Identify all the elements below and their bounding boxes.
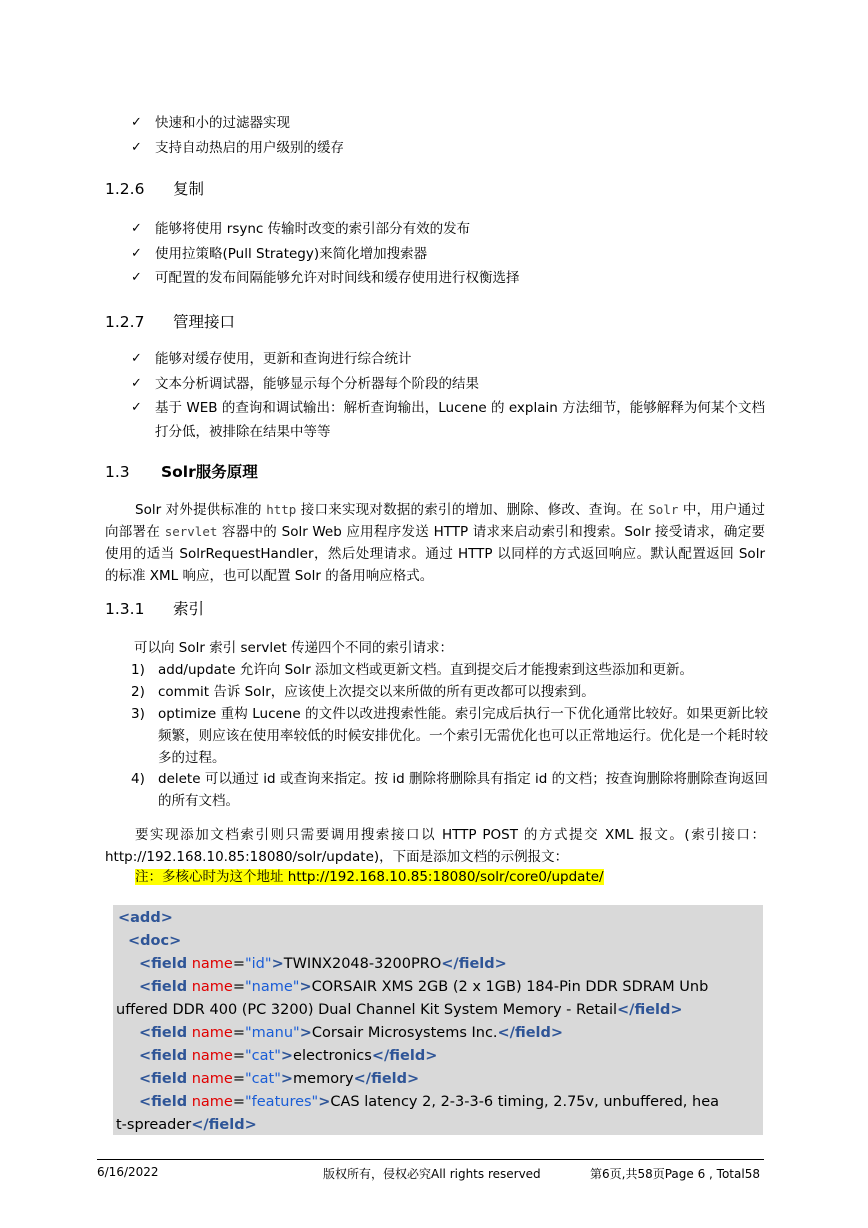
note-line bbox=[135, 866, 765, 888]
code-line: <doc> bbox=[128, 933, 182, 949]
section-number: 1.2.7 bbox=[105, 313, 145, 331]
footer-copyright: 版权所有，侵权必究All rights reserved bbox=[323, 1167, 541, 1181]
check-icon: ✓ bbox=[131, 221, 142, 236]
check-icon: ✓ bbox=[131, 351, 142, 366]
intro-text: 可以向 Solr 索引 servlet 传递四个不同的索引请求： bbox=[134, 640, 454, 656]
code-line: <field name="manu">Corsair Microsystems Inc.</field> bbox=[139, 1025, 564, 1041]
bullet-text: 支持自动热启的用户级别的缓存 bbox=[155, 140, 344, 156]
code-line: <field name="cat">memory</field> bbox=[139, 1071, 420, 1087]
code-line: <field name="cat">electronics</field> bbox=[139, 1048, 438, 1064]
footer-date: 6/16/2022 bbox=[97, 1165, 159, 1179]
bullet-text: 快速和小的过滤器实现 bbox=[155, 115, 290, 131]
footer-page-number: 第6页,共58页Page 6 , Total58 bbox=[590, 1167, 760, 1181]
item-number: 3) bbox=[131, 706, 145, 722]
section-title: 复制 bbox=[173, 180, 205, 198]
section-title: 索引 bbox=[173, 600, 205, 618]
code-line: <add> bbox=[118, 910, 173, 926]
bullet-text: 使用拉策略(Pull Strategy)来简化增加搜索器 bbox=[155, 246, 428, 262]
code-block bbox=[113, 905, 763, 1135]
section-number: 1.2.6 bbox=[105, 180, 145, 198]
check-icon: ✓ bbox=[131, 376, 142, 391]
check-icon: ✓ bbox=[131, 400, 142, 415]
bullet-text: 基于 WEB 的查询和调试输出：解析查询输出，Lucene 的 explain 方法细节，能够解释为何某个文档打分低，被排除在结果中等等 bbox=[155, 400, 765, 440]
item-text: optimize 重构 Lucene 的文件以改进搜索性能。索引完成后执行一下优化通常比较好。如果更新比较频繁，则应该在使用率较低的时候安排优化。一个索引无需优化也可以正常地运行。优化是一个耗时较多的过程。 bbox=[158, 706, 768, 766]
item-text: delete 可以通过 id 或查询来指定。按 id 删除将删除具有指定 id 的文档；按查询删除将删除查询返回的所有文档。 bbox=[158, 771, 768, 809]
body-paragraph: Solr 对外提供标准的 http 接口来实现对数据的索引的增加、删除、修改、查询。在 Solr 中，用户通过向部署在 servlet 容器中的 Solr Web 应用程序发送 HTTP 请求来启动索引和搜索。Solr 接受请求，确定要使用的适当 SolrRequestHandler，然后处理请求。通过 HTTP 以同样的方式返回响应。默认配置返回 Solr 的标准 XML 响应，也可以配置 Solr 的备用响应格式。 bbox=[105, 502, 765, 584]
check-icon: ✓ bbox=[131, 115, 142, 130]
item-number: 4) bbox=[131, 771, 145, 787]
code-line: <field name="name">CORSAIR XMS 2GB (2 x 1GB) 184-Pin DDR SDRAM Unb bbox=[139, 979, 709, 995]
body-paragraph: 要实现添加文档索引则只需要调用搜索接口以 HTTP POST 的方式提交 XML 报文。(索引接口：http://192.168.10.85:18080/solr/update)，下面是添加文档的示例报文： bbox=[105, 827, 765, 865]
section-number: 1.3 bbox=[105, 463, 130, 481]
page-footer bbox=[97, 1159, 764, 1190]
bullet-text: 能够对缓存使用，更新和查询进行综合统计 bbox=[155, 351, 412, 367]
item-number: 1) bbox=[131, 662, 145, 678]
section-title: Solr服务原理 bbox=[161, 463, 258, 481]
code-line: uffered DDR 400 (PC 3200) Dual Channel Kit System Memory - Retail</field> bbox=[116, 1002, 683, 1018]
code-line: t-spreader</field> bbox=[116, 1117, 257, 1133]
highlighted-note: 注：多核心时为这个地址 http://192.168.10.85:18080/solr/core0/update/ bbox=[135, 869, 604, 885]
check-icon: ✓ bbox=[131, 270, 142, 285]
item-text: add/update 允许向 Solr 添加文档或更新文档。直到提交后才能搜索到这些添加和更新。 bbox=[158, 662, 694, 678]
check-icon: ✓ bbox=[131, 140, 142, 155]
bullet-text: 文本分析调试器，能够显示每个分析器每个阶段的结果 bbox=[155, 376, 479, 392]
section-number: 1.3.1 bbox=[105, 600, 145, 618]
check-icon: ✓ bbox=[131, 246, 142, 261]
item-text: commit 告诉 Solr，应该使上次提交以来所做的所有更改都可以搜索到。 bbox=[158, 684, 595, 700]
section-title: 管理接口 bbox=[173, 313, 236, 331]
bullet-text: 可配置的发布间隔能够允许对时间线和缓存使用进行权衡选择 bbox=[155, 270, 520, 286]
code-line: <field name="id">TWINX2048-3200PRO</field> bbox=[139, 956, 507, 972]
item-number: 2) bbox=[131, 684, 145, 700]
code-line: <field name="features">CAS latency 2, 2-3-3-6 timing, 2.75v, unbuffered, hea bbox=[139, 1094, 720, 1110]
bullet-text: 能够将使用 rsync 传输时改变的索引部分有效的发布 bbox=[155, 221, 471, 237]
